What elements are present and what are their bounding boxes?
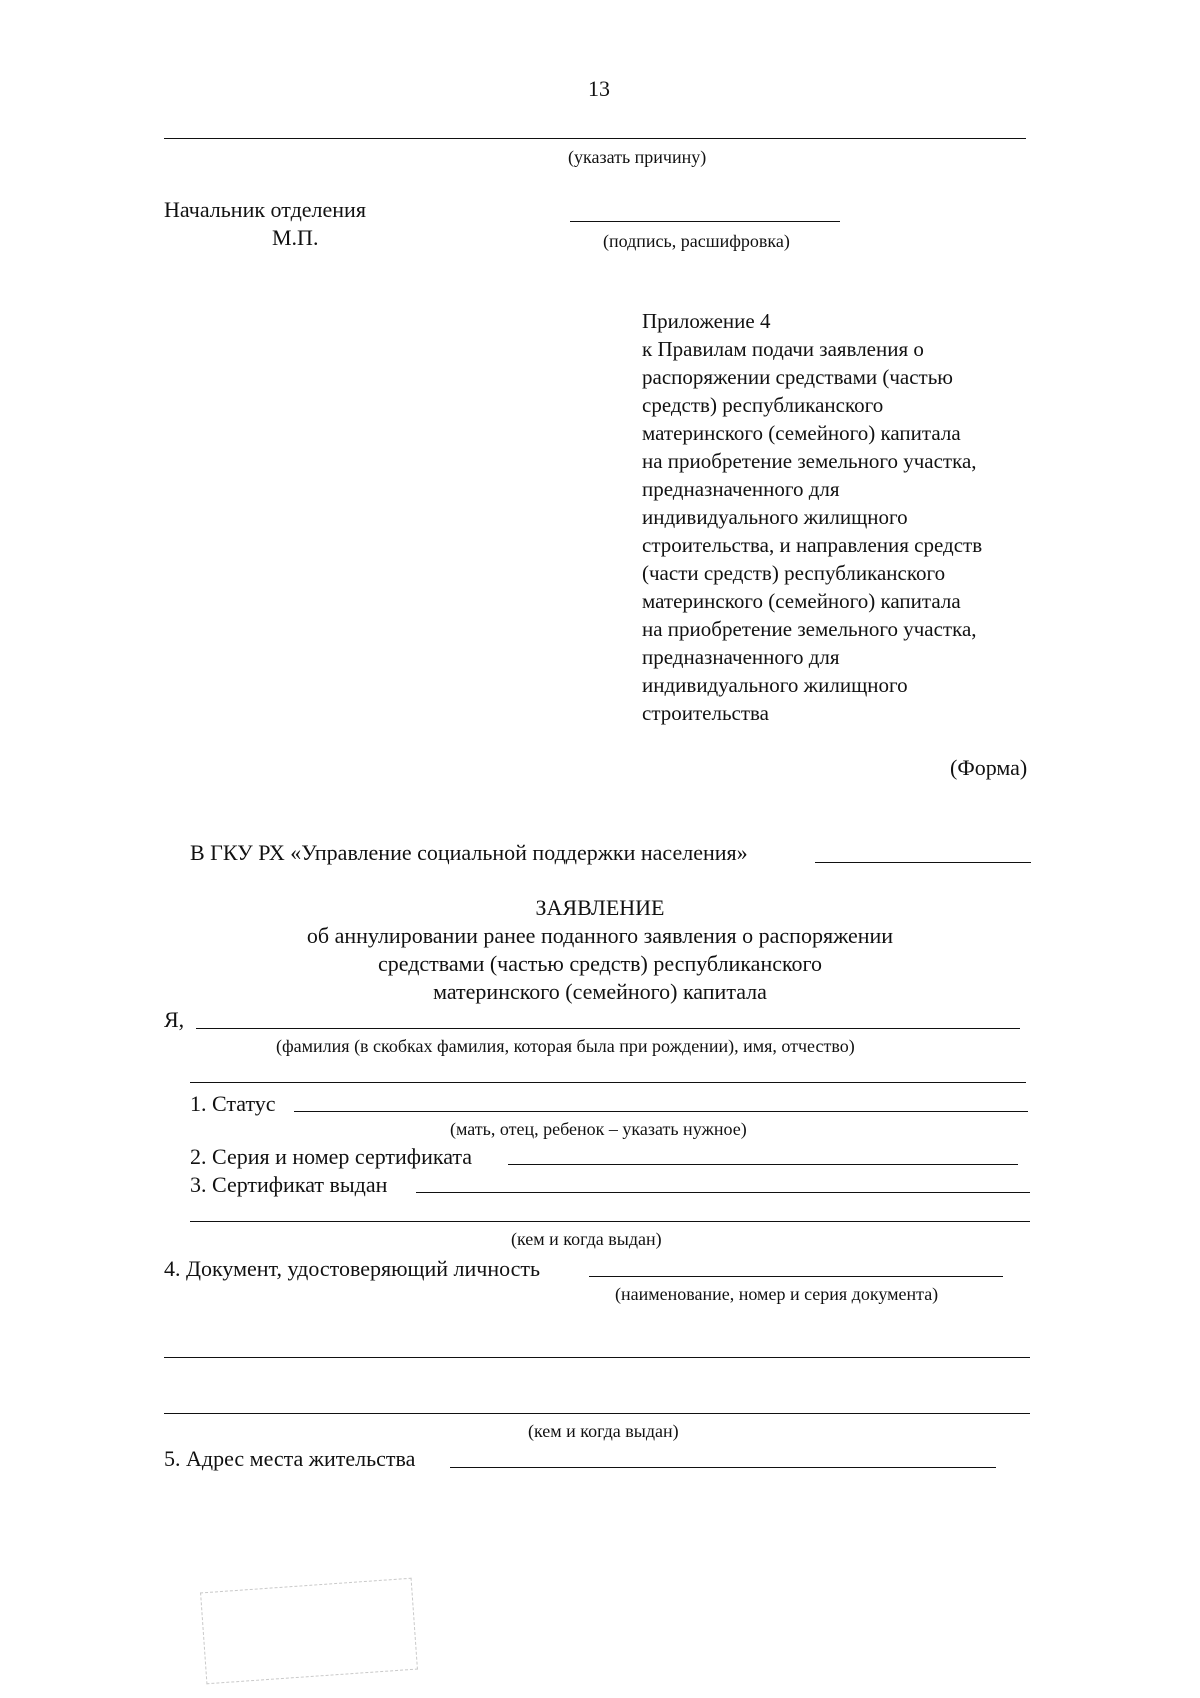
cert-number-label: 2. Серия и номер сертификата — [190, 1144, 473, 1169]
statement-subtitle-line: материнского (семейного) капитала — [433, 979, 767, 1004]
page-number: 13 — [588, 76, 610, 101]
appendix-line: на приобретение земельного участка, — [642, 449, 977, 473]
cert-number-line[interactable] — [508, 1164, 1018, 1165]
cert-issued-caption: (кем и когда выдан) — [511, 1229, 662, 1249]
appendix-block — [642, 307, 982, 727]
id-doc-line[interactable] — [589, 1276, 1003, 1277]
fio-extra-line[interactable] — [190, 1082, 1026, 1083]
appendix-line: материнского (семейного) капитала — [642, 421, 961, 445]
id-doc-extra-line-1[interactable] — [164, 1357, 1030, 1358]
appendix-line: строительства, и направления средств — [642, 533, 983, 557]
reason-line[interactable] — [164, 138, 1026, 139]
seal-label: М.П. — [272, 225, 319, 250]
address-line[interactable] — [450, 1467, 996, 1468]
status-label: 1. Статус — [190, 1091, 276, 1116]
fio-caption: (фамилия (в скобках фамилия, которая была при рождении), имя, отчество) — [276, 1036, 855, 1056]
id-issued-caption: (кем и когда выдан) — [528, 1421, 679, 1441]
addressee: В ГКУ РХ «Управление социальной поддержки населения» — [190, 840, 748, 865]
appendix-line: индивидуального жилищного — [642, 673, 908, 697]
appendix-line: Приложение 4 — [642, 309, 771, 333]
cert-issued-label: 3. Сертификат выдан — [190, 1172, 388, 1197]
faint-stamp — [200, 1578, 418, 1685]
appendix-line: индивидуального жилищного — [642, 505, 908, 529]
id-doc-caption: (наименование, номер и серия документа) — [615, 1284, 939, 1304]
statement-subtitle-line: средствами (частью средств) республиканского — [377, 951, 823, 976]
head-title: Начальник отделения — [164, 197, 366, 222]
cert-issued-extra-line[interactable] — [190, 1221, 1030, 1222]
fio-line[interactable] — [196, 1028, 1020, 1029]
appendix-line: средств) республиканского — [642, 393, 884, 417]
appendix-line: к Правилам подачи заявления о — [642, 337, 924, 361]
addressee-line[interactable] — [815, 862, 1031, 863]
status-caption: (мать, отец, ребенок – указать нужное) — [450, 1119, 747, 1139]
reason-caption: (указать причину) — [568, 147, 707, 167]
appendix-line: предназначенного для — [642, 477, 840, 501]
signature-caption: (подпись, расшифровка) — [603, 231, 790, 251]
form-label: (Форма) — [950, 755, 1028, 780]
appendix-line: на приобретение земельного участка, — [642, 617, 977, 641]
i-label: Я, — [164, 1007, 185, 1032]
signature-line[interactable] — [570, 221, 840, 222]
statement-subtitle-line: об аннулировании ранее поданного заявления о распоряжении — [306, 923, 894, 948]
cert-issued-line[interactable] — [416, 1192, 1030, 1193]
appendix-line: материнского (семейного) капитала — [642, 589, 961, 613]
appendix-line: (части средств) республиканского — [642, 561, 946, 585]
statement-title: ЗАЯВЛЕНИЕ — [535, 895, 665, 920]
status-line[interactable] — [294, 1111, 1028, 1112]
id-doc-extra-line-2[interactable] — [164, 1413, 1030, 1414]
appendix-line: распоряжении средствами (частью — [642, 365, 953, 389]
id-doc-label: 4. Документ, удостоверяющий личность — [164, 1256, 541, 1281]
appendix-line: строительства — [642, 701, 770, 725]
appendix-line: предназначенного для — [642, 645, 840, 669]
address-label: 5. Адрес места жительства — [164, 1446, 416, 1471]
